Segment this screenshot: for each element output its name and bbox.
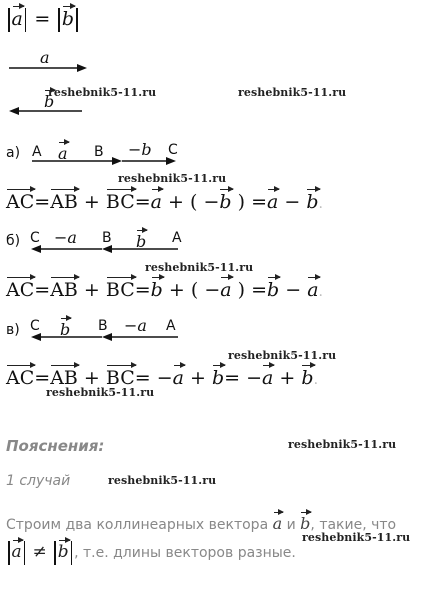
point-C: C — [168, 142, 178, 158]
point-C: C — [30, 318, 40, 334]
segment-label-minus-a: −a — [124, 316, 147, 335]
abs-bar — [76, 8, 78, 32]
case-c-arrows — [30, 332, 180, 342]
watermark: reshebnik5-11.ru — [302, 531, 411, 544]
case-b-prefix: б) — [6, 233, 21, 249]
point-B: B — [98, 318, 108, 334]
point-C: C — [30, 230, 40, 246]
header-equation — [6, 4, 80, 32]
equals-sign: = — [34, 8, 51, 30]
segment-label-b: b — [60, 316, 70, 339]
watermark: reshebnik5-11.ru — [118, 172, 227, 185]
vector-a: a — [12, 4, 23, 30]
point-B: B — [102, 230, 112, 246]
watermark: reshebnik5-11.ru — [228, 349, 337, 362]
abs-bar — [58, 8, 60, 32]
segment-label-minus-a: −a — [54, 228, 77, 247]
arrow-b-label: b — [44, 88, 54, 111]
watermark: reshebnik5-11.ru — [238, 86, 347, 99]
explanation-line-1: Строим два коллинеарных вектора a и b, такие, что — [6, 510, 396, 533]
explanations-title: Пояснения: — [6, 437, 105, 455]
segment-label-minus-b: −b — [128, 140, 152, 159]
watermark: reshebnik5-11.ru — [108, 474, 217, 487]
watermark: reshebnik5-11.ru — [145, 261, 254, 274]
explanation-line-2: a ≠ b , т.е. длины векторов разные. — [6, 538, 296, 565]
point-A: A — [166, 318, 176, 334]
abs-bar — [8, 8, 10, 32]
case-a-arrows — [30, 156, 180, 166]
segment-label-b: b — [136, 228, 146, 251]
case-a-prefix: а) — [6, 145, 21, 161]
watermark: reshebnik5-11.ru — [288, 438, 397, 451]
watermark: reshebnik5-11.ru — [46, 386, 155, 399]
case-c-formula: AC=AB + BC= −a + b= −a + b. — [6, 363, 318, 389]
case-b-formula: AC=AB + BC=b + ( −a ) =b − a. — [6, 275, 323, 301]
point-B: B — [94, 144, 104, 160]
vector-b: b — [62, 4, 74, 30]
case-a-formula: AC=AB + BC=a + ( −b ) =a − b. — [6, 187, 323, 213]
arrow-a — [8, 62, 88, 74]
watermark: reshebnik5-11.ru — [48, 86, 157, 99]
case-c-prefix: в) — [6, 322, 20, 338]
segment-label-a: a — [58, 140, 68, 163]
arrow-a-label: a — [40, 48, 50, 67]
abs-bar — [25, 8, 27, 32]
case-heading: 1 случай — [6, 473, 71, 489]
point-A: A — [32, 144, 42, 160]
case-b-arrows — [30, 244, 180, 254]
point-A: A — [172, 230, 182, 246]
